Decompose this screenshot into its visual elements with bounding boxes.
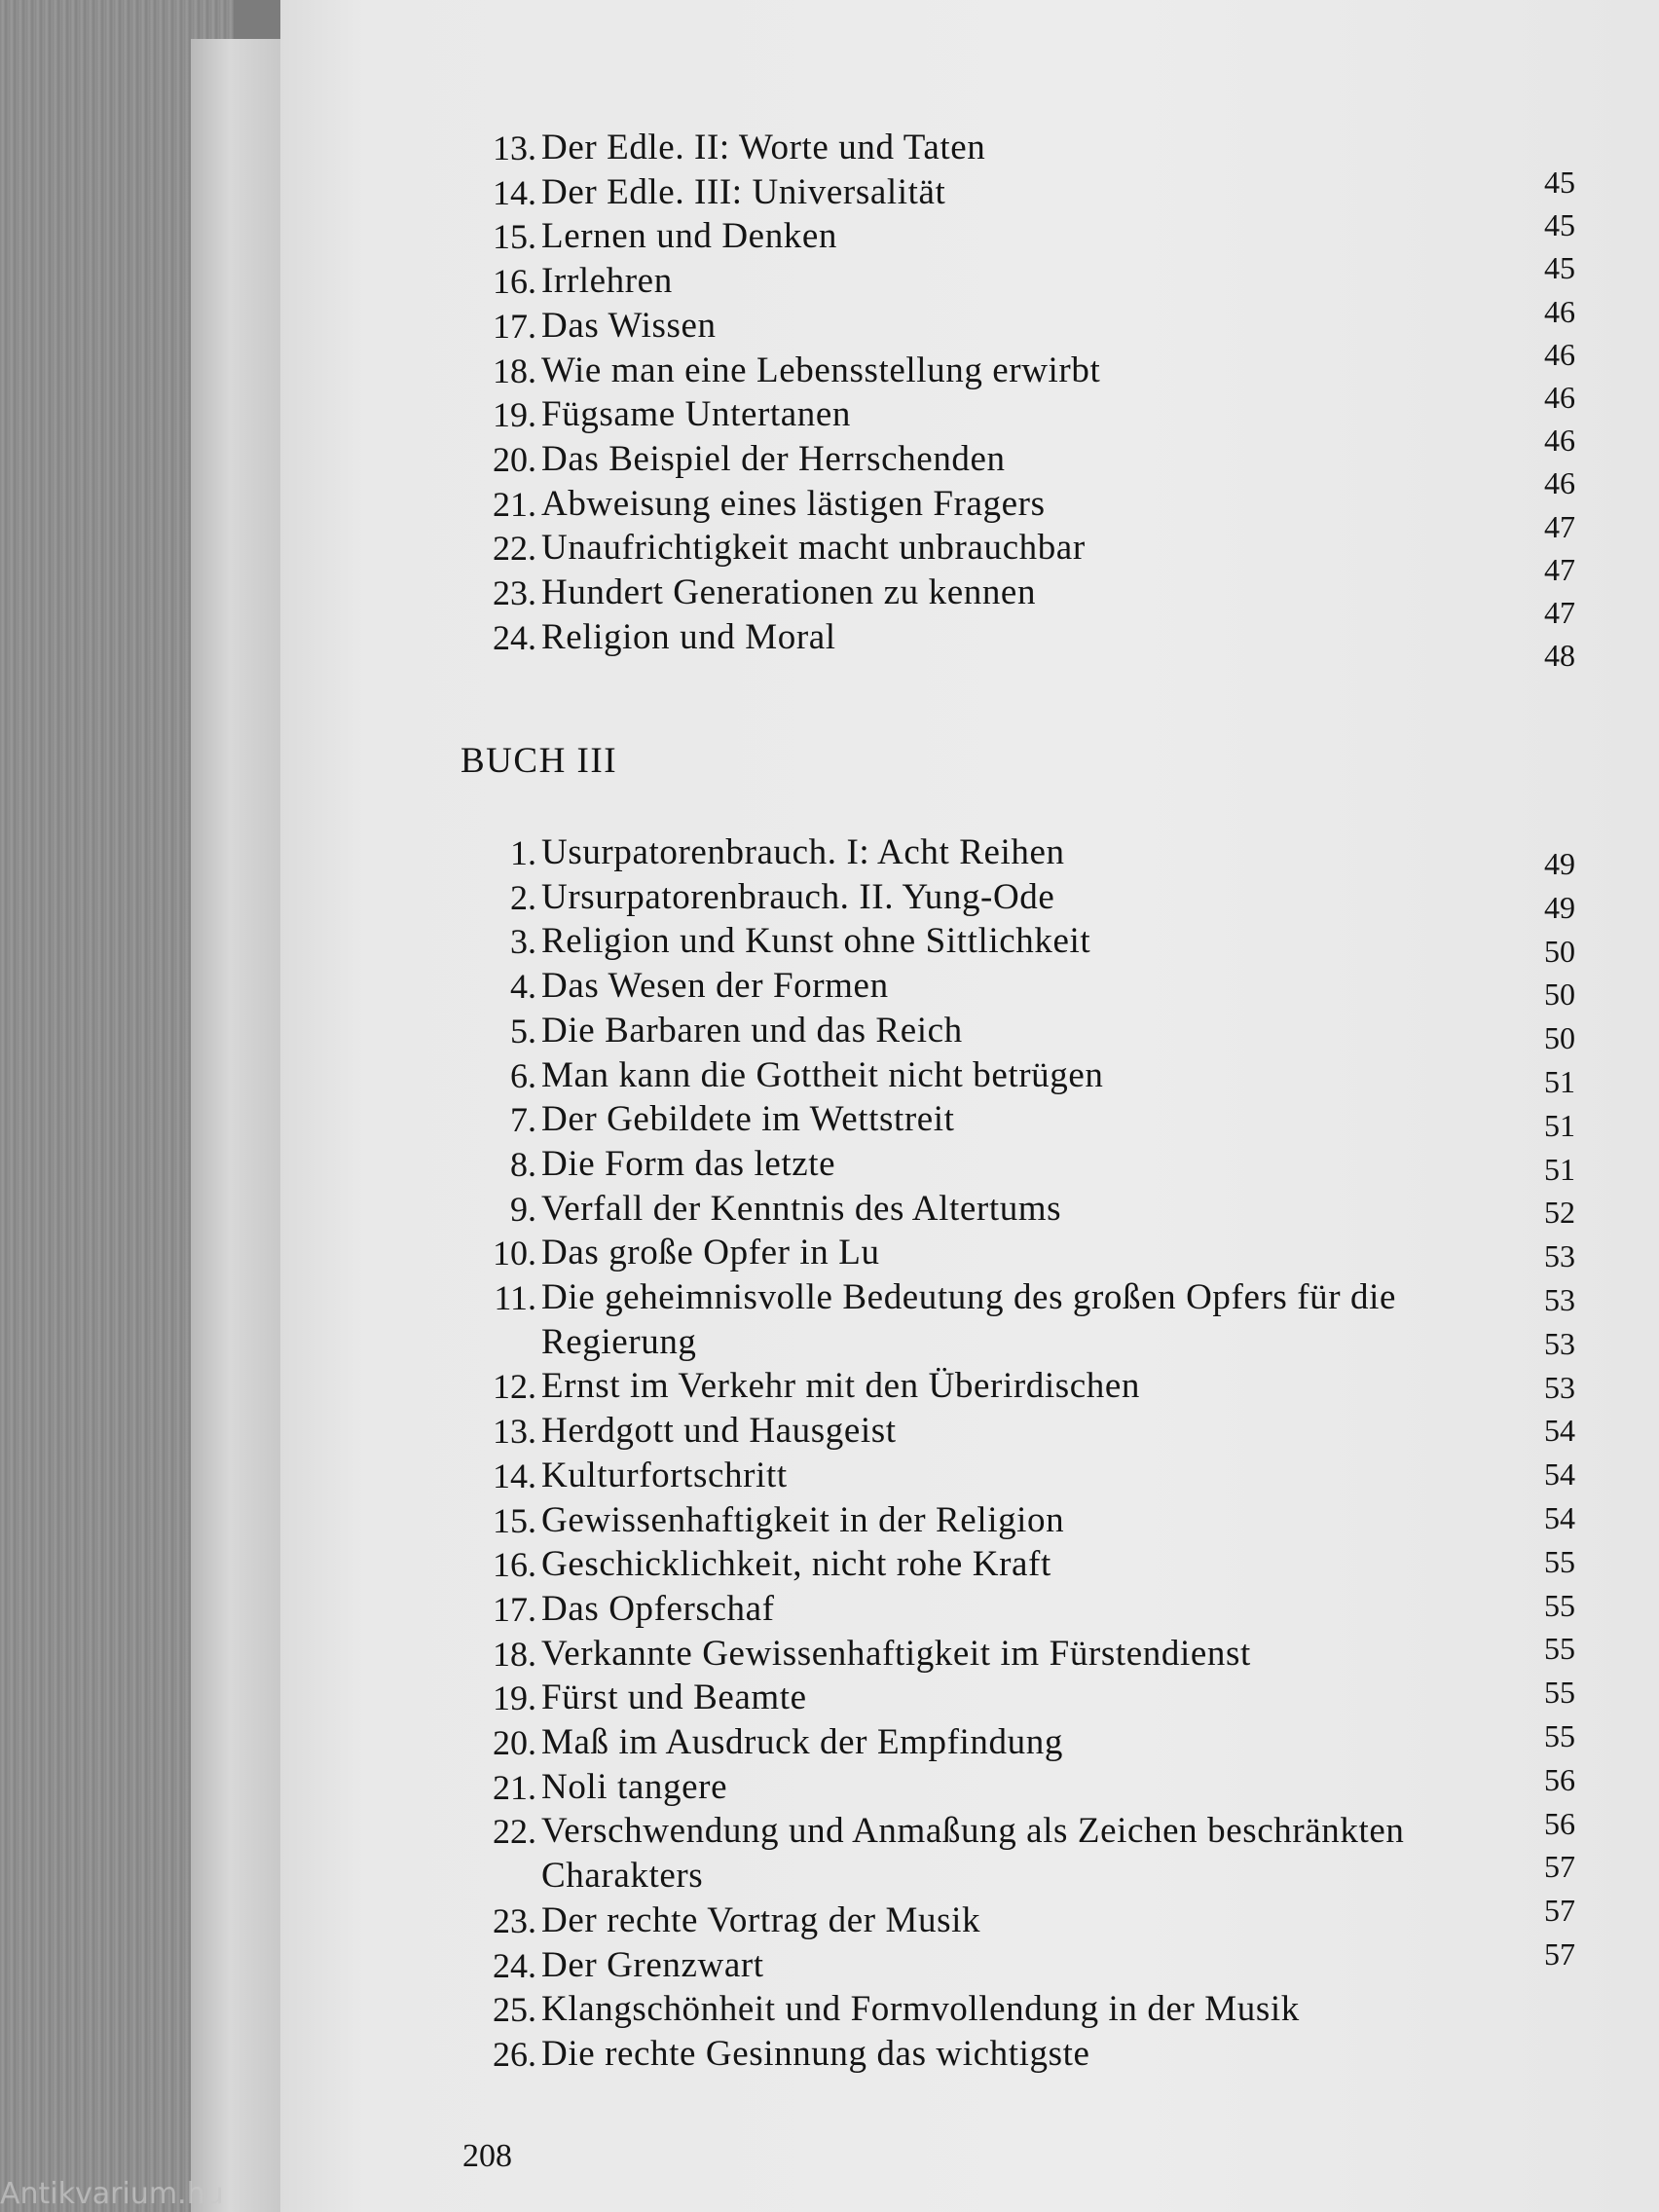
toc-entry	[280, 571, 1659, 614]
entry-number: 15.	[493, 217, 536, 257]
entry-title: Gewissenhaftigkeit in der Religion	[541, 1499, 1065, 1540]
entry-number: 24.	[493, 617, 536, 657]
entry-title: Fügsame Untertanen	[541, 394, 852, 435]
entry-title: Die Barbaren und das Reich	[541, 1010, 963, 1051]
toc-entry	[280, 1810, 1659, 1853]
toc-entry	[280, 1633, 1659, 1676]
toc-entry	[280, 876, 1659, 919]
page-ref: 53	[1544, 1282, 1575, 1317]
toc-entry	[280, 305, 1659, 348]
entry-number: 13.	[493, 1412, 536, 1452]
toc-entry	[280, 1188, 1659, 1231]
page-ref: 55	[1544, 1631, 1575, 1667]
toc-entry	[280, 616, 1659, 659]
page-ref: 46	[1544, 423, 1575, 459]
page-ref: 45	[1544, 207, 1575, 243]
page-ref: 55	[1544, 1543, 1575, 1579]
entry-number: 24.	[493, 1945, 536, 1985]
entry-number: 22.	[493, 529, 536, 569]
page-ref: 55	[1544, 1718, 1575, 1753]
page-ref: 57	[1544, 1849, 1575, 1885]
toc-entry	[280, 1054, 1659, 1097]
entry-number: 8.	[510, 1144, 536, 1184]
page-ref: 53	[1544, 1238, 1575, 1274]
entry-number: 23.	[493, 1900, 536, 1940]
entry-title: Verkannte Gewissenhaftigkeit im Fürstendienst	[541, 1633, 1251, 1674]
entry-number: 20.	[493, 439, 536, 479]
entry-title: Kulturfortschritt	[541, 1455, 788, 1495]
toc-entry	[280, 1721, 1659, 1764]
toc-entry	[280, 171, 1659, 214]
entry-number: 20.	[493, 1723, 536, 1762]
entry-number: 7.	[510, 1100, 536, 1140]
entry-number: 14.	[493, 1456, 536, 1495]
page-ref: 52	[1544, 1195, 1575, 1231]
entry-number: 15.	[493, 1500, 536, 1540]
page-ref: 47	[1544, 508, 1575, 544]
page-ref: 47	[1544, 551, 1575, 587]
page-ref: 50	[1544, 1020, 1575, 1056]
toc-entry	[280, 1499, 1659, 1542]
page-ref: 55	[1544, 1675, 1575, 1711]
entry-number: 18.	[493, 1634, 536, 1674]
page-ref: 53	[1544, 1325, 1575, 1361]
entry-title: Fürst und Beamte	[541, 1677, 807, 1718]
entry-number: 21.	[493, 484, 536, 524]
toc-entry	[280, 1455, 1659, 1497]
toc-entry	[280, 831, 1659, 874]
toc-entry	[280, 1143, 1659, 1186]
page-ref: 56	[1544, 1761, 1575, 1797]
entry-title: Die rechte Gesinnung das wichtigste	[541, 2033, 1090, 2074]
entry-number: 26.	[493, 2034, 536, 2074]
toc-entry	[280, 1588, 1659, 1631]
entry-number: 13.	[493, 129, 536, 167]
toc-entry	[280, 1766, 1659, 1809]
toc-entry	[280, 965, 1659, 1008]
toc-entry	[280, 393, 1659, 436]
entry-title: Hundert Generationen zu kennen	[541, 572, 1037, 612]
toc-entry	[280, 215, 1659, 258]
entry-title: Maß im Ausdruck der Empfindung	[541, 1722, 1063, 1762]
book-page	[280, 0, 1659, 2212]
page-ref: 49	[1544, 889, 1575, 925]
toc-entry	[280, 1010, 1659, 1052]
page-ref: 45	[1544, 165, 1575, 200]
section-heading: BUCH III	[461, 741, 618, 781]
entry-title: Abweisung eines lästigen Fragers	[541, 483, 1046, 524]
book-cover-edge	[191, 39, 288, 2212]
entry-title: Herdgott und Hausgeist	[541, 1411, 897, 1452]
toc-entry	[280, 920, 1659, 963]
entry-number: 4.	[510, 967, 536, 1007]
page-ref: 51	[1544, 1064, 1575, 1099]
toc-entry	[280, 2033, 1659, 2076]
page-ref: 50	[1544, 977, 1575, 1013]
page-ref: 48	[1544, 638, 1575, 674]
entry-number: 11.	[494, 1278, 536, 1317]
toc-entry	[280, 527, 1659, 570]
entry-number: 5.	[510, 1011, 536, 1051]
page-ref: 50	[1544, 933, 1575, 969]
toc-entry	[280, 350, 1659, 392]
page-ref: 47	[1544, 595, 1575, 630]
toc-entry	[280, 1365, 1659, 1408]
page-ref: 51	[1544, 1151, 1575, 1187]
entry-title: Noli tangere	[541, 1766, 728, 1807]
entry-title: Das Opferschaf	[541, 1588, 775, 1629]
entry-number: 3.	[510, 922, 536, 962]
entry-title: Das Beispiel der Herrschenden	[541, 438, 1006, 479]
toc-entry	[280, 1988, 1659, 2031]
toc-entry	[280, 1855, 1659, 1898]
entry-number: 10.	[493, 1234, 536, 1273]
toc-entry	[280, 260, 1659, 303]
page-ref: 46	[1544, 336, 1575, 372]
toc-entry	[280, 438, 1659, 481]
entry-title: Usurpatorenbrauch. I: Acht Reihen	[541, 832, 1065, 872]
entry-title: Ursurpatorenbrauch. II. Yung-Ode	[541, 876, 1055, 917]
page-ref: 54	[1544, 1500, 1575, 1535]
page-ref: 46	[1544, 465, 1575, 501]
watermark: Antikvarium.hu	[0, 2177, 224, 2211]
entry-title: Religion und Kunst ohne Sittlichkeit	[541, 921, 1091, 962]
entry-number: 17.	[493, 306, 536, 346]
entry-number: 17.	[493, 1589, 536, 1629]
entry-title: Lernen und Denken	[541, 216, 838, 257]
toc-entry	[280, 1098, 1659, 1141]
page-ref: 55	[1544, 1587, 1575, 1623]
page-ref: 56	[1544, 1805, 1575, 1841]
toc-entry	[280, 127, 1659, 169]
entry-number: 25.	[493, 1990, 536, 2030]
entry-title: Geschicklichkeit, nicht rohe Kraft	[541, 1544, 1051, 1585]
entry-title: Der Grenzwart	[541, 1944, 764, 1985]
page-ref: 46	[1544, 293, 1575, 329]
entry-title: Der rechte Vortrag der Musik	[541, 1899, 981, 1940]
toc-entry	[280, 1276, 1659, 1319]
entry-title: Die Form das letzte	[541, 1143, 836, 1184]
entry-title: Verschwendung und Anmaßung als Zeichen beschränkten	[541, 1811, 1405, 1852]
entry-title: Verfall der Kenntnis des Altertums	[541, 1188, 1062, 1229]
toc-entry	[280, 1899, 1659, 1942]
entry-title: Das große Opfer in Lu	[541, 1233, 880, 1273]
entry-title: Charakters	[541, 1856, 704, 1897]
page-ref: 57	[1544, 1936, 1575, 1972]
entry-number: 12.	[493, 1367, 536, 1407]
entry-title: Wie man eine Lebensstellung erwirbt	[541, 350, 1101, 390]
entry-number: 22.	[493, 1812, 536, 1852]
entry-title: Religion und Moral	[541, 616, 836, 657]
folio-page-number: 208	[462, 2138, 512, 2174]
entry-number: 14.	[493, 172, 536, 212]
toc-entry	[280, 1410, 1659, 1453]
entry-number: 19.	[493, 395, 536, 435]
page-ref: 45	[1544, 250, 1575, 286]
entry-number: 23.	[493, 573, 536, 612]
page-ref: 54	[1544, 1413, 1575, 1449]
entry-number: 1.	[510, 833, 536, 872]
entry-title: Der Edle. III: Universalität	[541, 171, 946, 212]
toc-entry	[280, 1232, 1659, 1274]
entry-title: Man kann die Gottheit nicht betrügen	[541, 1054, 1104, 1095]
entry-number: 6.	[510, 1055, 536, 1095]
entry-number: 16.	[493, 262, 536, 302]
entry-number: 21.	[493, 1767, 536, 1807]
entry-title: Irrlehren	[541, 261, 673, 302]
entry-number: 18.	[493, 350, 536, 390]
page-ref: 51	[1544, 1107, 1575, 1143]
page-ref: 57	[1544, 1893, 1575, 1929]
entry-title: Klangschönheit und Formvollendung in der Musik	[541, 1989, 1300, 2030]
entry-number: 2.	[510, 877, 536, 917]
entry-title: Ernst im Verkehr mit den Überirdischen	[541, 1366, 1140, 1407]
entry-title: Regierung	[541, 1321, 697, 1362]
entry-number: 19.	[493, 1678, 536, 1718]
page-ref: 49	[1544, 846, 1575, 881]
entry-number: 16.	[493, 1545, 536, 1585]
toc-entry	[280, 1321, 1659, 1364]
toc-entry	[280, 1944, 1659, 1987]
page-ref: 46	[1544, 380, 1575, 415]
entry-title: Die geheimnisvolle Bedeutung des großen Opfers für die	[541, 1277, 1397, 1317]
entry-title: Der Gebildete im Wettstreit	[541, 1099, 955, 1140]
page-ref: 54	[1544, 1456, 1575, 1493]
entry-number: 9.	[510, 1189, 536, 1229]
entry-title: Der Edle. II: Worte und Taten	[541, 128, 986, 167]
entry-title: Das Wesen der Formen	[541, 966, 889, 1007]
toc-entry	[280, 483, 1659, 526]
entry-title: Das Wissen	[541, 305, 717, 346]
entry-title: Unaufrichtigkeit macht unbrauchbar	[541, 528, 1086, 569]
toc-entry	[280, 1543, 1659, 1586]
page-ref: 53	[1544, 1369, 1575, 1405]
toc-entry	[280, 1677, 1659, 1719]
